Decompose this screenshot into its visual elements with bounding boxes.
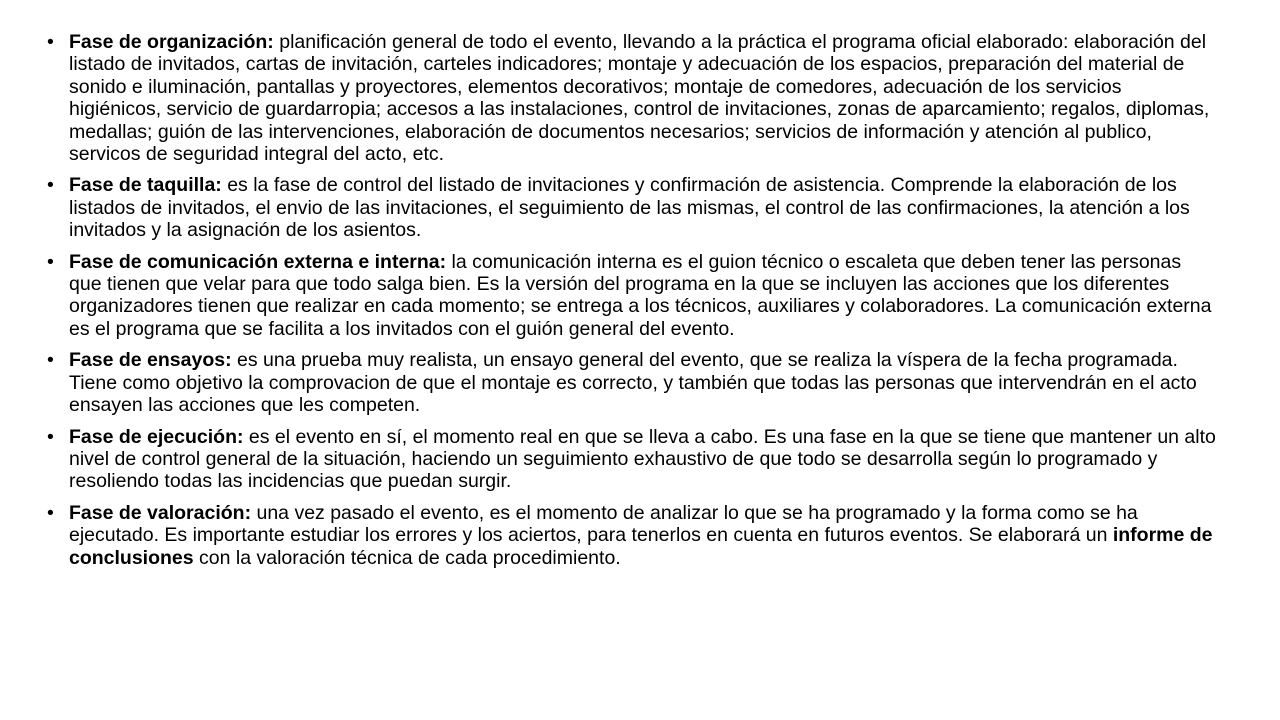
phase-text: es la fase de control del listado de invitaciones y confirmación de asistencia. Comprende la elaboración de los listados de invitados, el envio de las invitaciones, el seguimiento de las mismas, el control de las confirmaciones, la atención a los invitados y la asignación de los asientos.: [69, 174, 1190, 242]
bullet-icon: •: [47, 31, 54, 53]
phase-text: planificación general de todo el evento, llevando a la práctica el programa oficial elaborado: elaboración del listado de invitados, cartas de invitación, carteles indicadores; montaje y adecuación de los espacios, preparación del material de sonido e iluminación, pantallas y proyectores, elementos decorativos; montaje de comedores, adecuación de los servicios higiénicos, servicio de guardarropia; accesos a las instalaciones, control de invitaciones, zonas de aparcamiento; regalos, diplomas, medallas; guión de las intervenciones, elaboración de documentos necesarios; servicios de información y atención al publico, servicos de seguridad integral del acto, etc.: [69, 31, 1210, 166]
phase-ensayos: [47, 349, 1218, 416]
phase-text: la comunicación interna es el guion técnico o escaleta que deben tener las personas que tienen que velar para que todo salga bien. Es la versión del programa en la que se incluyen las acciones que los diferentes organizadores tienen que realizar en cada momento; se entrega a los técnicos, auxiliares y colaboradores. La comunicación externa es el programa que se facilita a los invitados con el guión general del evento.: [69, 250, 1212, 340]
bullet-icon: •: [47, 501, 54, 524]
bullet-icon: •: [47, 174, 54, 197]
bullet-icon: •: [47, 425, 54, 448]
phase-title: Fase de taquilla:: [69, 174, 222, 197]
phase-text: una vez pasado el evento, es el momento de analizar lo que se ha programado y la forma como se ha ejecutado. Es importante estudiar los errores y los aciertos, para tenerlos en cuenta en futuros eventos. Se elaborará un: [69, 501, 1138, 547]
phase-title: Fase de ejecución:: [69, 425, 244, 448]
phase-title: Fase de organización:: [69, 31, 274, 53]
phase-title: Fase de ensayos:: [69, 349, 232, 372]
phase-text: es una prueba muy realista, un ensayo general del evento, que se realiza la víspera de la fecha programada. Tiene como objetivo la comprovacion de que el montaje es correcto, y también que todas las personas que intervendrán en el acto ensayen las acciones que les competen.: [69, 349, 1197, 417]
bullet-icon: •: [47, 250, 54, 273]
phase-emphasis: informe de conclusiones: [69, 524, 1213, 569]
phase-text-end: con la valoración técnica de cada procedimiento.: [193, 546, 621, 569]
phase-comunicacion: [47, 251, 1218, 341]
phase-title: Fase de comunicación externa e interna:: [69, 250, 447, 273]
phase-ejecucion: [47, 426, 1218, 493]
phase-taquilla: [47, 174, 1218, 241]
bullet-icon: •: [47, 349, 54, 372]
phase-organizacion: [47, 31, 1218, 165]
phase-list: [47, 31, 1218, 569]
phase-valoracion: [47, 502, 1218, 569]
phase-text: es el evento en sí, el momento real en que se lleva a cabo. Es una fase en la que se tiene que mantener un alto nivel de control general de la situación, haciendo un seguimiento exhaustivo de que todo se desarrolla según lo programado y resoliendo todas las incidencias que puedan surgir.: [69, 425, 1216, 493]
phase-title: Fase de valoración:: [69, 501, 252, 524]
